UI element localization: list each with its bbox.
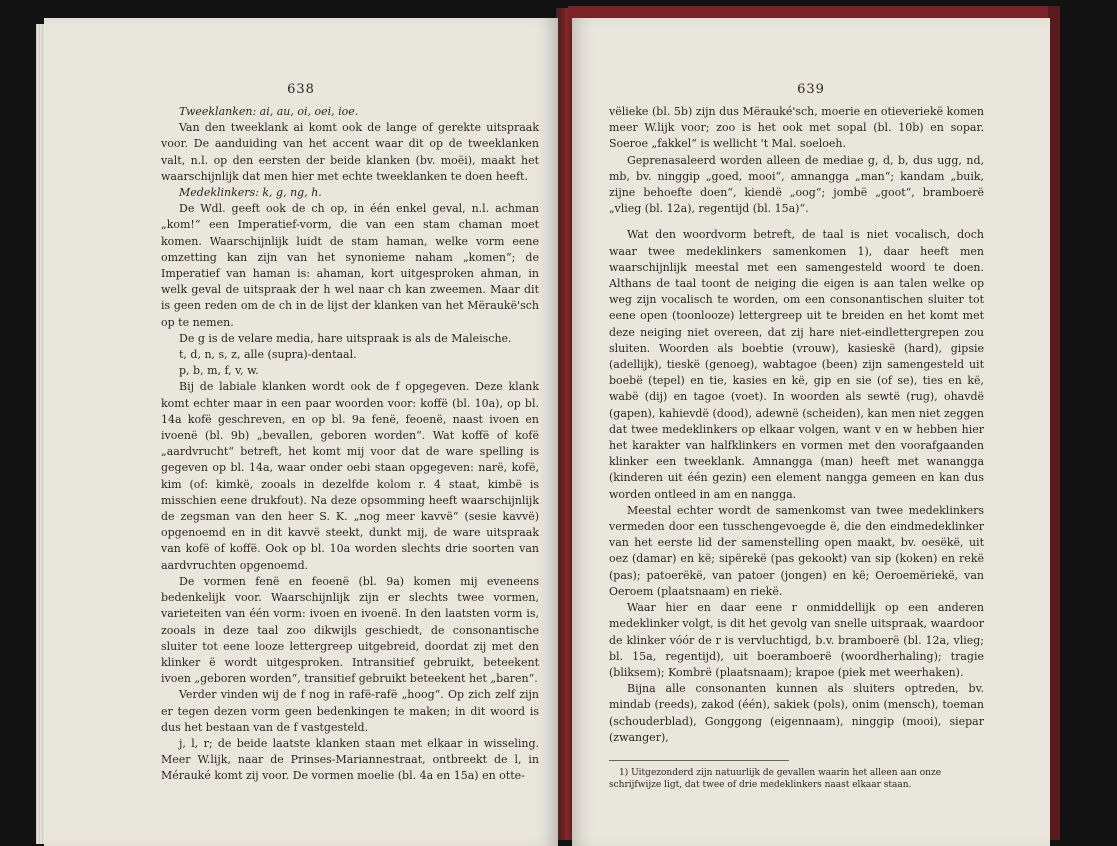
paragraph: De g is de velare media, hare uitspraak is als de Maleische. bbox=[179, 331, 512, 345]
paragraph: De Wdl. geeft ook de ch op, in één enkel geval, n.l. achman „kom!“ een Imperatief-vorm, die van een stam chaman moet komen. Waarschijnlijk luidt de stam haman, welke vorm eene omzetting kan zijn van het synonieme naham „komen“; de Imperatief van haman is: ahaman, kort uitgesproken ahman, in welk geval de uitspraak der h wel naar ch kan zweemen. Maar dit is geen reden om de ch in de lijst der klanken van het Mëraukë'sch op te nemen. bbox=[161, 202, 539, 329]
paragraph: Geprenasaleerd worden alleen de mediae g, d, b, dus ugg, nd, mb, bv. ninggip „goed, mooi“, amnangga „man“; kandam „buik, zijne behoefte doen“, kiendë „oog“; jombë „goot“, bramboerë „vlieg (bl. 12a), regentijd (bl. 15a)“. bbox=[609, 153, 984, 216]
paragraph: Bijna alle consonanten kunnen als sluiters optreden, bv. mindab (reeds), zakod (één), sakiek (pols), onim (mensch), toeman (schouderblad), Gonggong (eigennaam), ninggip (mooi), siepar (zwanger), bbox=[609, 682, 984, 744]
footnote bbox=[609, 760, 984, 791]
paragraph: p, b, m, f, v, w. bbox=[179, 364, 259, 378]
footnote-rule bbox=[609, 760, 789, 761]
paragraph: Van den tweeklank ai komt ook de lange of gerekte uitspraak voor. De aanduiding van het accent waar dit op de tweeklanken valt, n.l. op den eersten der beide klanken (bv. moëi), maakt het waarschijnlijk dat men hier met echte tweeklanken te doen heeft. bbox=[161, 121, 539, 183]
left-page bbox=[44, 18, 558, 846]
paragraph: Medeklinkers: k, g, ng, h. bbox=[179, 186, 322, 200]
paragraph: t, d, n, s, z, alle (supra)-dentaal. bbox=[179, 348, 357, 362]
paragraph: vëlieke (bl. 5b) zijn dus Mërauké'sch, moerie en otieveriekë komen meer W.lijk voor; zoo is het ook met sopal (bl. 10b) en sopar. Soeroe „fakkel“ is wellicht 't Mal. soeloeh. bbox=[609, 105, 984, 151]
paragraph: De vormen fenë en feoenë (bl. 9a) komen mij eveneens bedenkelijk voor. Waarschijnlijk zijn er slechts twee vormen, varieteiten van één vorm: ivoen en ivoenë. In den laatsten vorm is, zooals in deze taal zoo dikwijls geschiedt, de consonantische sluiter tot eene looze lettergreep uitgebreid, doordat zij met den klinker ë wordt uitgesproken. Intransitief gebruikt, beteekent ivoen „geboren worden“, transitief gebruikt beteekent het „baren“. bbox=[161, 574, 539, 686]
right-page bbox=[572, 18, 1050, 846]
right-page-text bbox=[609, 104, 984, 746]
paragraph: Bij de labiale klanken wordt ook de f opgegeven. Deze klank komt echter maar in een paar woorden voor: koffë (bl. 10a), op bl. 14a kofë geschreven, en op bl. 9a fenë, feoenë, naast ivoen en ivoenë (bl. 9b) „bevallen, geboren worden“. Wat koffë of kofë „aardvrucht“ betreft, het komt mij voor dat de ware spelling is gegeven op bl. 14a, waar onder oebi staan opgegeven: narë, kofë, kim (of: kimkë, zooals in dezelfde kolom r. 4 staat, kimbë is misschien eene drukfout). Na deze opsomming heeft waarschijnlijk de zegsman van den heer S. K. „nog meer kavvë“ (sesie kavvë) opgenoemd en in dit kavvë steekt, dunkt mij, de ware uitspraak van kofë of koffë. Ook op bl. 10a worden slechts drie soorten van aardvruchten opgenoemd. bbox=[161, 380, 539, 572]
paragraph: Waar hier en daar eene r onmiddellijk op een anderen medeklinker volgt, is dit het gevolg van snelle uitspraak, waardoor de klinker vóór de r is vervluchtigd, b.v. bramboerë (bl. 12a, vlieg; bl. 15a, regentijd), uit boeramboerë (woordherhaling); tragie (bliksem); Kombrë (plaatsnaam); krapoe (piek met weerhaken). bbox=[609, 601, 984, 679]
paragraph: Meestal echter wordt de samenkomst van twee medeklinkers vermeden door een tusschengevoegde ë, die den eindmedeklinker van het eerste lid der samenstelling open maakt, bv. oesëkë, uit oez (damar) en kë; sipërekë (pas gekookt) van sip (koken) en rekë (pas); patoerëkë, van patoer (jongen) en kë; Oeroemëriekë, van Oeroem (plaatsnaam) en riekë. bbox=[609, 503, 984, 598]
paragraph: Wat den woordvorm betreft, de taal is niet vocalisch, doch waar twee medeklinkers samenkomen 1), daar heeft men waarschijnlijk meestal met een samengesteld woord te doen. Althans de taal toont de neiging die eigen is aan talen welke op weg zijn vocalisch te worden, om een consonantischen sluiter tot eene open (toonlooze) lettergreep uit te breiden en het komt met deze neiging niet overeen, dat zij hare niet-eindlettergrepen zou sluiten. Woorden als boebtie (vrouw), kasieskë (hard), gipsie (adellijk), tieskë (genoeg), wabtagoe (been) zijn samengesteld uit boebë (tepel) en tie, kasies en kë, gip en sie (of se), ties en kë, wabë (dij) en tagoe (voet). In woorden als sewtë (rug), ohavdë (gapen), kahievdë (dood), adewnë (scheiden), kan men niet zeggen dat twee medeklinkers op elkaar volgen, want v en w hebben hier het karakter van halfklinkers en vormen met den voorafgaanden klinker een tweeklank. Amnangga (man) heeft met wanangga (kinderen uit één gezin) een element nangga gemeen en kan dus worden ontleed in am en nangga. bbox=[609, 228, 984, 501]
paragraph: j, l, r; de beide laatste klanken staan met elkaar in wisseling. Meer W.lijk, naar de Prinses-Mariannestraat, ontbreekt de l, in Mérauké komt zij voor. De vormen moelie (bl. 4a en 15a) en otte- bbox=[161, 736, 539, 783]
footnote-text: 1) Uitgezonderd zijn natuurlijk de gevallen waarin het alleen aan onze schrijfwijze ligt, dat twee of drie medeklinkers naast elkaar staan. bbox=[609, 768, 942, 790]
paragraph: Tweeklanken: ai, au, oi, oei, ioe. bbox=[179, 105, 359, 118]
left-page-text bbox=[161, 104, 539, 785]
paragraph: Verder vinden wij de f nog in rafë-rafë „hoog“. Op zich zelf zijn er tegen dezen vorm geen bedenkingen te maken; in dit woord is dus het bestaan van de f vastgesteld. bbox=[161, 688, 539, 734]
page-number: 639 bbox=[797, 82, 825, 97]
page-number: 638 bbox=[287, 82, 315, 97]
